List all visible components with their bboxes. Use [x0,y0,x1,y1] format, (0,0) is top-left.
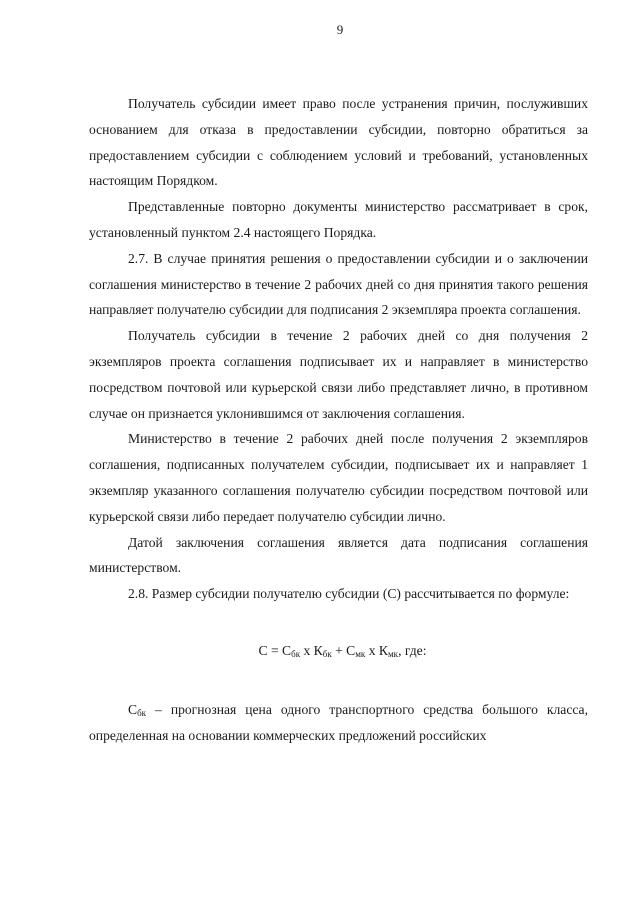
paragraph-review-term: Представленные повторно документы министерство рассматривает в срок, установленный пунктом 2.4 настоящего Порядка. [89,199,588,240]
paragraph-2-7: 2.7. В случае принятия решения о предоставлении субсидии и о заключении соглашения министерство в течение 2 рабочих дней со дня принятия такого решения направляет получателю субсидии для подписания 2 экземпляра проекта соглашения. [89,250,588,318]
paragraph-2-8: 2.8. Размер субсидии получателю субсидии (С) рассчитывается по формуле: [128,586,570,602]
page-number: 9 [336,22,344,37]
subsidy-formula: $С = С_{бк}$ х $К_{бк} + С_{мк}$ х $К_{мк}$, где: [258,642,427,659]
paragraph-agreement-date: Датой заключения соглашения является дата подписания соглашения министерством. [89,534,588,576]
paragraph-definition-cbk: $С_{бк}$ – прогнозная цена одного транспортного средства большого класса, определенная на основании коммерческих предложений российских [89,701,588,743]
paragraph-recipient-signs: Получатель субсидии в течение 2 рабочих дней со дня получения 2 экземпляров проекта соглашения подписывает их и направляет в министерство посредством почтовой или курьерской связи либо представляет лично, в противном случае он признается уклонившимся от заключения соглашения. [89,328,588,421]
paragraph-ministry-signs: Министерство в течение 2 рабочих дней после получения 2 экземпляров соглашения, подписанных получателем субсидии, подписывает их и направляет 1 экземпляр указанного соглашения получателю субсидии посредством почтовой или курьерской связи либо передает получателю субсидии лично. [89,431,588,524]
document-body [89,91,588,748]
paragraph-right-to-reapply: Получатель субсидии имеет право после устранения причин, послуживших основанием для отказа в предоставлении субсидии, повторно обратиться за предоставлением субсидии с соблюдением условий и требований, установленных настоящим Порядком. [89,96,588,189]
